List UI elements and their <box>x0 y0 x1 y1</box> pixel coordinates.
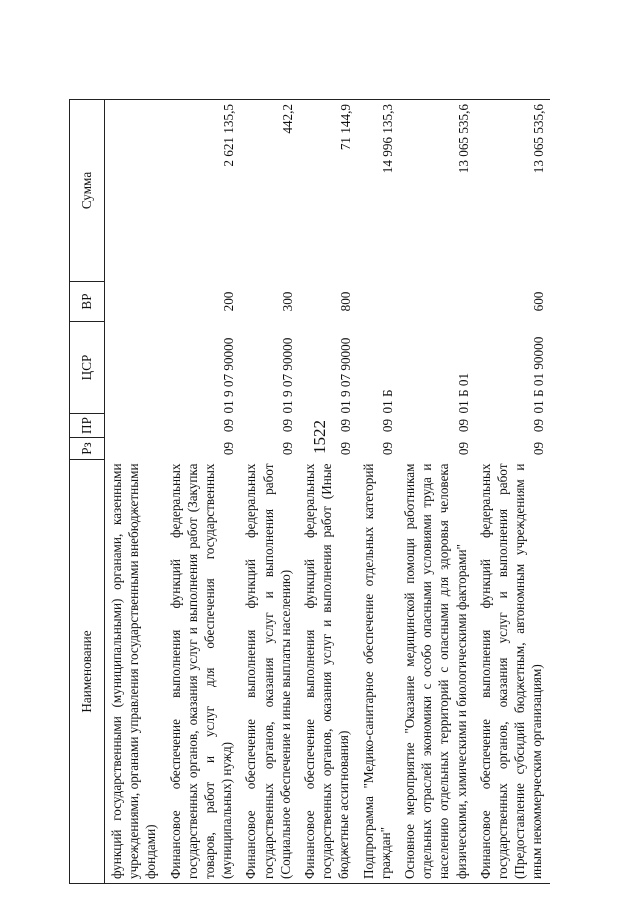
row-rz <box>105 438 164 460</box>
row-vr: 800 <box>338 291 354 312</box>
row-sum <box>105 100 164 282</box>
row-sum: 442,2 <box>239 100 298 282</box>
row-sum: 71 144,9 <box>298 100 357 282</box>
row-pr: 09 <box>455 418 471 433</box>
table-row <box>474 100 550 884</box>
page-number-text: 1522 <box>310 420 329 454</box>
header-pr: ПР <box>70 414 105 438</box>
row-csr: 01 9 07 90000 <box>221 337 237 414</box>
row-sum: 13 065 535,6 <box>474 100 550 282</box>
row-pr: 09 <box>221 418 237 433</box>
table-row <box>105 100 164 884</box>
row-pr <box>105 414 164 438</box>
row-pr: 09 <box>379 418 395 433</box>
header-sum: Сумма <box>70 100 105 282</box>
row-name: Подпрограмма "Медико-санитарное обеспечение отдельных категорий граждан" <box>357 460 398 884</box>
row-name: Основное мероприятие "Оказание медицинской помощи работникам отдельных отраслей экономики с особо опасными условиями труда и населению отдельных территорий с опасными для здоровья человека физическими, химическими и биологическими факторами" <box>398 460 474 884</box>
row-sum: 13 065 535,6 <box>398 100 474 282</box>
row-pr: 09 <box>338 418 354 433</box>
table-row <box>398 100 474 884</box>
table-header-row <box>70 100 105 884</box>
row-csr: 01 9 07 90000 <box>338 337 354 414</box>
row-pr: 09 <box>279 418 295 433</box>
row-vr: 300 <box>279 291 295 312</box>
row-name: Финансовое обеспечение выполнения функций федеральных государственных органов, оказания услуг и выполнения работ (Социальное обеспечение и иные выплаты населению) <box>239 460 298 884</box>
header-csr: ЦСР <box>70 322 105 414</box>
row-csr <box>105 322 164 414</box>
header-rz: Рз <box>70 438 105 460</box>
row-csr: 01 Б 01 <box>455 372 471 414</box>
row-rz: 09 <box>338 441 354 456</box>
row-name: Финансовое обеспечение выполнения функций федеральных государственных органов, оказания услуг и выполнения работ (Закупка товаров, работ и услуг для обеспечения государственных (муниципальных) нужд) <box>164 460 240 884</box>
row-vr <box>398 282 474 322</box>
row-name: Финансовое обеспечение выполнения функций федеральных государственных органов, оказания услуг и выполнения работ (Иные бюджетные ассигнования) <box>298 460 357 884</box>
row-rz: 09 <box>379 441 395 456</box>
table-row <box>357 100 398 884</box>
row-name: Финансовое обеспечение выполнения функций федеральных государственных органов, оказания услуг и выполнения работ (Предоставление субсидий бюджетным, автономным учреждениям и иным некоммерческим организациям) <box>474 460 550 884</box>
row-vr: 600 <box>531 291 547 312</box>
table-row <box>164 100 240 884</box>
table-row <box>298 100 357 884</box>
row-rz: 09 <box>221 441 237 456</box>
row-rz: 09 <box>455 441 471 456</box>
table-row <box>239 100 298 884</box>
row-sum: 2 621 135,5 <box>164 100 240 282</box>
row-sum: 14 996 135,3 <box>357 100 398 282</box>
row-rz: 09 <box>531 441 547 456</box>
row-csr: 01 9 07 90000 <box>279 337 295 414</box>
row-csr: 01 Б <box>379 389 395 414</box>
budget-table-wrapper <box>69 100 590 884</box>
budget-table <box>69 99 550 884</box>
header-vr: ВР <box>70 282 105 322</box>
row-vr <box>357 282 398 322</box>
row-csr: 01 Б 01 90000 <box>531 336 547 414</box>
row-pr: 09 <box>531 418 547 433</box>
row-name: функций государственными (муниципальными) органами, казенными учреждениями, органами управления государственными внебюджетными фондами) <box>105 460 164 884</box>
row-vr: 200 <box>221 291 237 312</box>
header-name: Наименование <box>70 460 105 884</box>
row-rz: 09 <box>279 441 295 456</box>
row-vr <box>105 282 164 322</box>
